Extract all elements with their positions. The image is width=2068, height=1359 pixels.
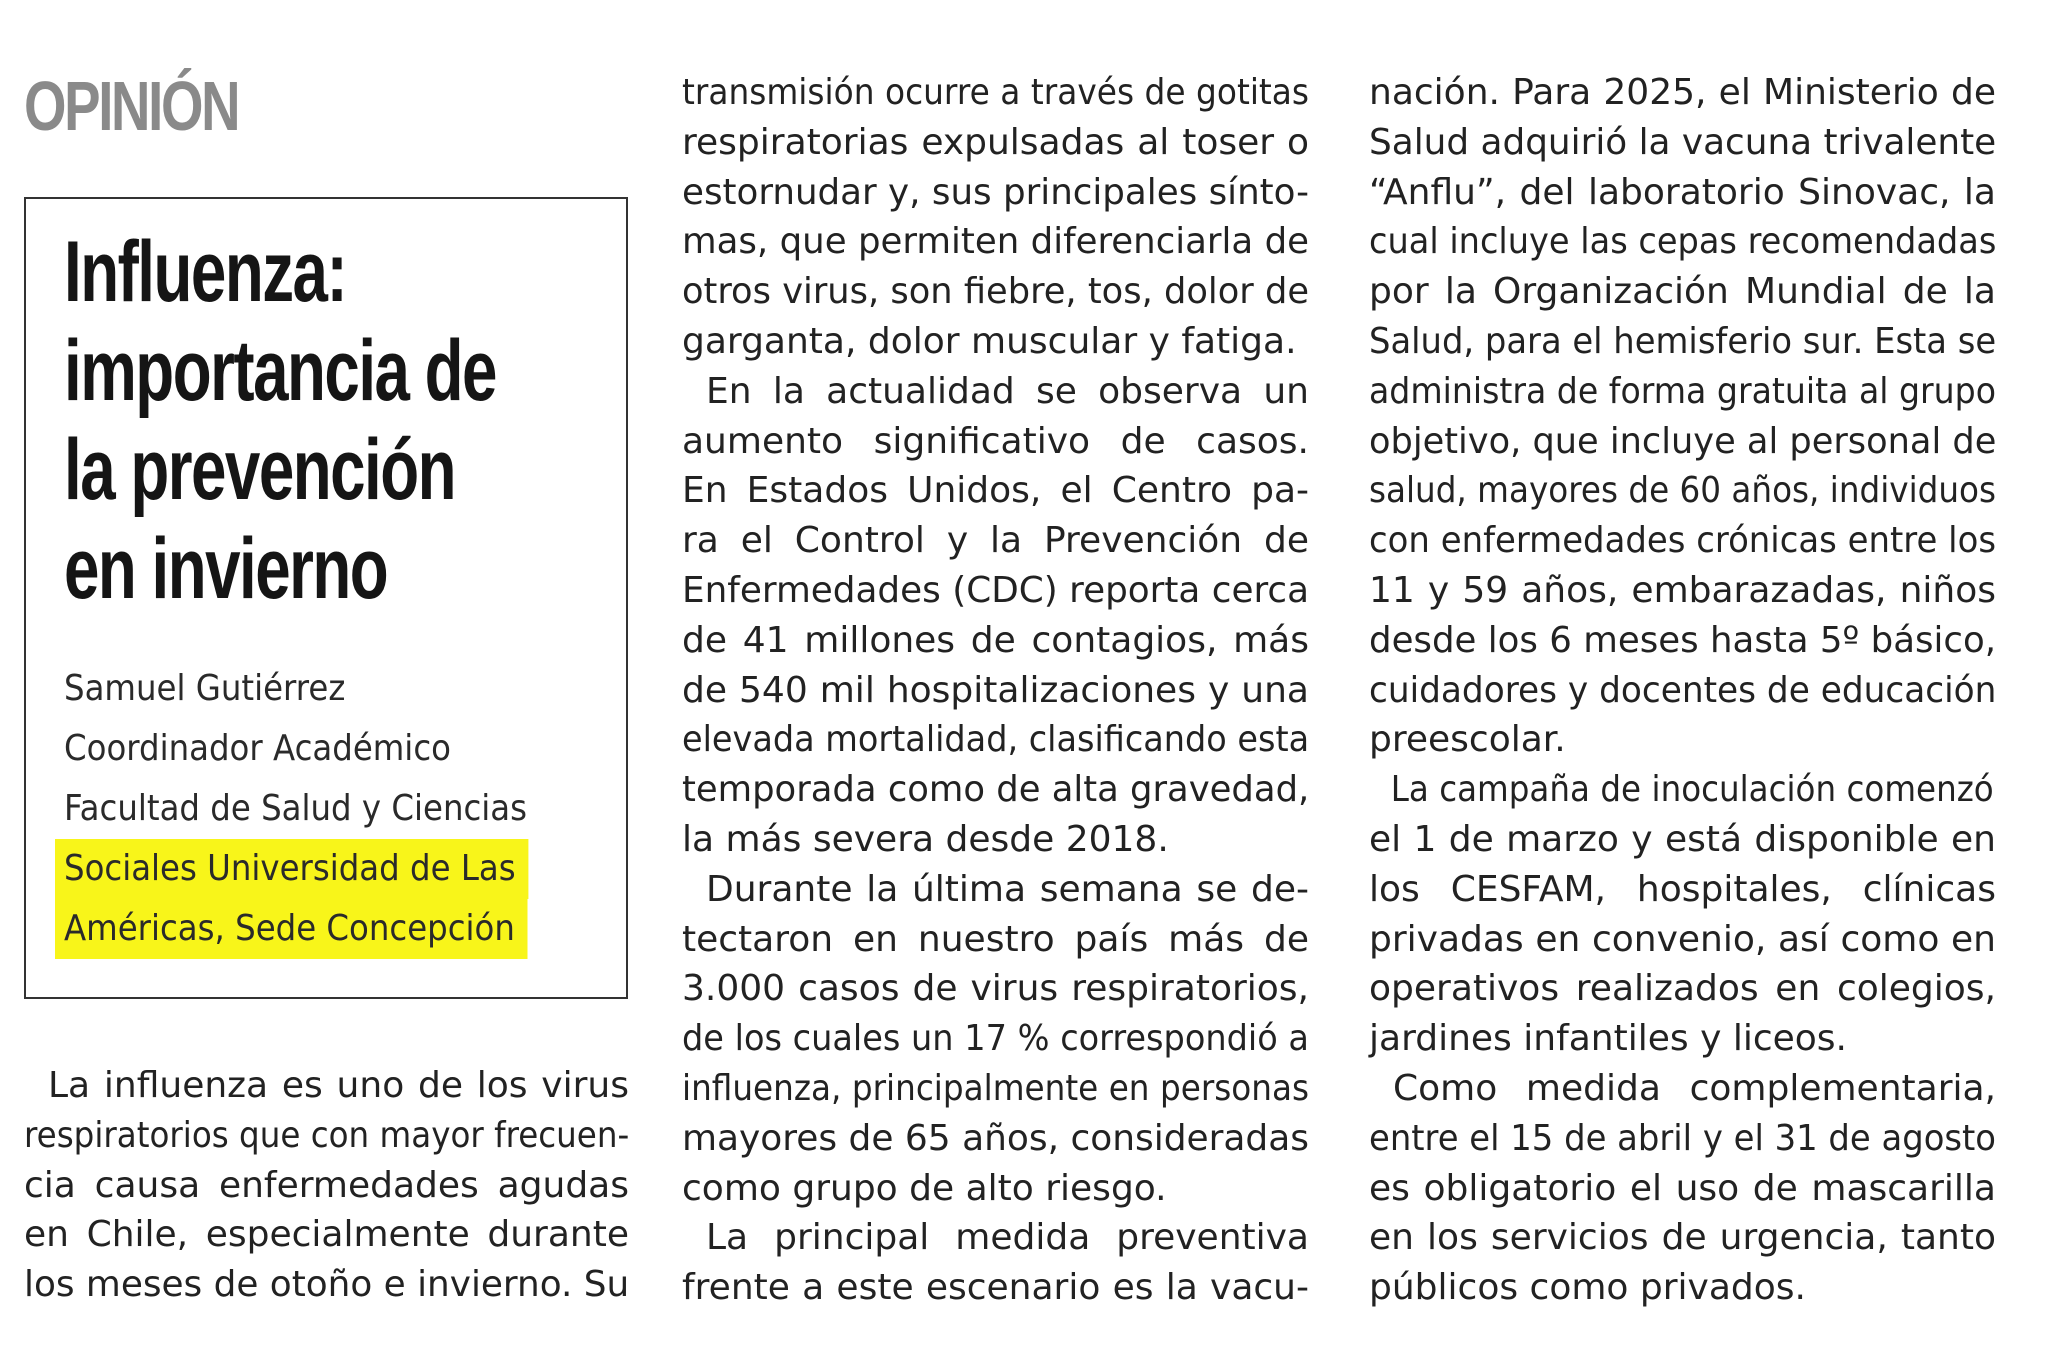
article-line: La principal medida preventiva bbox=[706, 1217, 1309, 1259]
headline-line: la prevención bbox=[64, 422, 456, 518]
article-line: entre el 15 de abril y el 31 de agosto bbox=[1369, 1117, 1997, 1159]
article-line: los CESFAM, hospitales, clínicas bbox=[1369, 868, 1996, 910]
article-line: operativos realizados en colegios, bbox=[1369, 968, 1996, 1010]
article-line: Salud, para el hemisferio sur. Esta se bbox=[1369, 320, 1997, 362]
article-line: En la actualidad se observa un bbox=[706, 370, 1309, 412]
article-line: estornudar y, sus principales sínto- bbox=[682, 171, 1309, 213]
article-line: preescolar. bbox=[1369, 719, 1566, 761]
article-column-1 bbox=[24, 1061, 629, 1310]
author-name: Samuel Gutiérrez bbox=[64, 668, 346, 709]
article-line: los meses de otoño e invierno. Su bbox=[24, 1264, 630, 1306]
article-line: Durante la última semana se de- bbox=[706, 868, 1309, 910]
author-role: Coordinador Académico bbox=[64, 728, 451, 769]
article-paragraph bbox=[1369, 765, 1996, 1064]
article-line: como grupo de alto riesgo. bbox=[682, 1167, 1167, 1209]
article-line: en los servicios de urgencia, tanto bbox=[1369, 1217, 1996, 1259]
article-line: 11 y 59 años, embarazadas, niños bbox=[1369, 569, 1996, 611]
article-line: de 41 millones de contagios, más bbox=[682, 619, 1309, 661]
author-institution-line bbox=[64, 899, 658, 959]
headline-line: importancia de bbox=[64, 323, 496, 419]
article-line: objetivo, que incluye al personal de bbox=[1369, 420, 1997, 462]
article-line: respiratorios que con mayor frecuen- bbox=[24, 1114, 630, 1156]
article-line: por la Organización Mundial de la bbox=[1369, 271, 1996, 313]
article-line: Como medida complementaria, bbox=[1393, 1067, 1996, 1109]
article-line: temporada como de alta gravedad, bbox=[682, 769, 1310, 811]
article-paragraph bbox=[682, 1213, 1309, 1313]
article-paragraph bbox=[682, 865, 1309, 1214]
article-line: mayores de 65 años, consideradas bbox=[682, 1117, 1309, 1159]
highlighted-text: Américas, Sede Concepción bbox=[55, 899, 528, 959]
headline bbox=[64, 223, 582, 619]
article-column-3 bbox=[1369, 68, 1996, 1313]
article-line: cia causa enfermedades agudas bbox=[24, 1164, 629, 1206]
article-line: el 1 de marzo y está disponible en bbox=[1369, 818, 1996, 860]
author-institution-line bbox=[64, 839, 658, 899]
article-line: Enfermedades (CDC) reporta cerca bbox=[682, 569, 1309, 611]
article-line: públicos como privados. bbox=[1369, 1267, 1806, 1309]
article-line: ra el Control y la Prevención de bbox=[682, 520, 1309, 562]
article-line: salud, mayores de 60 años, individuos bbox=[1369, 470, 1996, 512]
article-line: nación. Para 2025, el Ministerio de bbox=[1369, 72, 1996, 113]
article-paragraph bbox=[682, 367, 1309, 865]
article-line: La campaña de inoculación comenzó bbox=[1390, 769, 1994, 811]
article-line: la más severa desde 2018. bbox=[682, 818, 1169, 860]
author-faculty: Facultad de Salud y Ciencias bbox=[64, 788, 528, 829]
article-line: privadas en convenio, así como en bbox=[1369, 918, 1996, 960]
article-line: de 540 mil hospitalizaciones y una bbox=[682, 669, 1309, 711]
article-line: de los cuales un 17 % correspondió a bbox=[682, 1018, 1309, 1060]
article-line: otros virus, son fiebre, tos, dolor de bbox=[682, 271, 1309, 313]
article-line: garganta, dolor muscular y fatiga. bbox=[682, 320, 1297, 362]
article-line: cual incluye las cepas recomendadas bbox=[1369, 221, 1997, 263]
article-paragraph bbox=[1369, 68, 1996, 765]
article-line: desde los 6 meses hasta 5º básico, bbox=[1369, 619, 1996, 661]
article-paragraph bbox=[1369, 1064, 1996, 1313]
article-line: mas, que permiten diferenciarla de bbox=[682, 221, 1309, 263]
article-line: elevada mortalidad, clasificando esta bbox=[682, 719, 1310, 761]
section-label: OPINIÓN bbox=[24, 67, 239, 145]
author-byline bbox=[64, 659, 658, 959]
article-line: La influenza es uno de los virus bbox=[48, 1065, 629, 1106]
article-paragraph bbox=[682, 68, 1309, 367]
article-line: frente a este escenario es la vacu- bbox=[682, 1267, 1309, 1309]
article-column-2 bbox=[682, 68, 1309, 1313]
article-line: con enfermedades crónicas entre los bbox=[1369, 520, 1996, 562]
article-line: tectaron en nuestro país más de bbox=[682, 918, 1309, 960]
article-line: Salud adquirió la vacuna trivalente bbox=[1369, 121, 1997, 163]
article-line: influenza, principalmente en personas bbox=[682, 1067, 1309, 1109]
highlighted-text: Sociales Universidad de Las bbox=[55, 839, 528, 899]
article-line: “Anflu”, del laboratorio Sinovac, la bbox=[1369, 171, 1996, 213]
article-line: En Estados Unidos, el Centro pa- bbox=[682, 470, 1309, 512]
headline-line: en invierno bbox=[64, 521, 388, 617]
headline-box bbox=[24, 197, 628, 999]
article-line: transmisión ocurre a través de gotitas bbox=[682, 72, 1309, 113]
article-line: 3.000 casos de virus respiratorios, bbox=[682, 968, 1309, 1010]
article-line: jardines infantiles y liceos. bbox=[1369, 1018, 1848, 1060]
article-line: en Chile, especialmente durante bbox=[24, 1214, 629, 1256]
article-paragraph bbox=[24, 1061, 629, 1310]
article-line: cuidadores y docentes de educación bbox=[1369, 669, 1997, 711]
article-line: respiratorias expulsadas al toser o bbox=[682, 121, 1309, 163]
article-line: administra de forma gratuita al grupo bbox=[1369, 370, 1996, 412]
article-line: aumento significativo de casos. bbox=[682, 420, 1309, 462]
headline-line: Influenza: bbox=[64, 224, 347, 320]
article-line: es obligatorio el uso de mascarilla bbox=[1369, 1167, 1996, 1209]
